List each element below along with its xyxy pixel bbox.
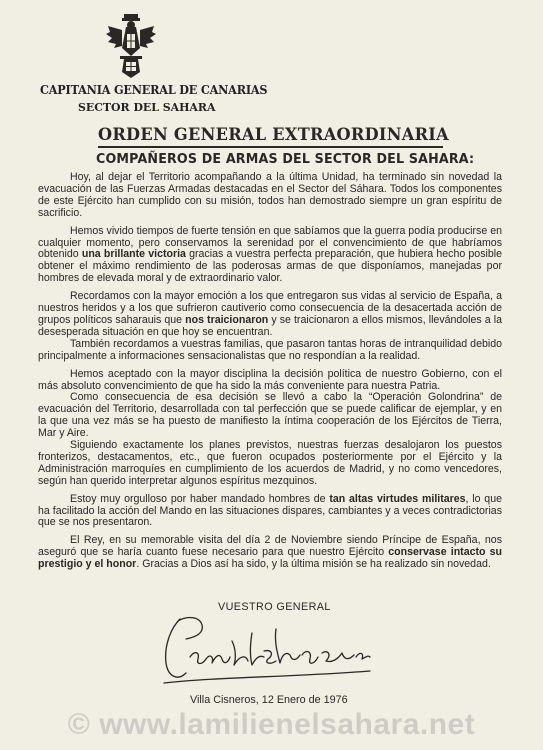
handwritten-signature: [156, 611, 381, 691]
paragraph-3: Recordamos con la mayor emoción a los que entregaron sus vidas al servicio de España, a nuestros heridos y a los que sufrieron cautiverio como consecuencia de la desacertada acción de grupos políticos saharauis que nos traicionaron y se traicionaron a ellos mismos, llevándoles a la desesperada situación en que hoy se encuentran.: [38, 290, 502, 338]
paragraph-8: Estoy muy orgulloso por haber mandado hombres de tan altas virtudes militares, lo que ha facilitado la acción del Mando en las situaciones dispares, cambiantes y a veces contradictorias que se nos presentaron.: [38, 492, 502, 529]
paragraph-2: Hemos vivido tiempos de fuerte tensión en que sabíamos que la guerra podía producirse en cualquier momento, pero conservamos la serenidad por el convencimiento de que habríamos obtenido una brillante victoria gracias a vuestra perfecta preparación, que hubiera hecho posible obtener el máximo rendimiento de las poderosas armas de que disponíamos, manejadas por hombres de elevada moral y de extraordinario valor.: [38, 224, 502, 285]
document-body: [38, 172, 502, 577]
place-and-date: Villa Cisneros, 12 Enero de 1976: [190, 694, 348, 706]
title-underline: [98, 146, 443, 148]
document-title: ORDEN GENERAL EXTRAORDINARIA: [98, 125, 449, 145]
paragraph-7: Siguiendo exactamente los planes previstos, nuestras fuerzas desalojaron los puestos fronterizos, destacamentos, etc., que fueron ocupados posteriormente por el Ejército y la Administración marroquíes en cumplimiento de los acuerdos de Madrid, y no como vencedores, según han querido interpretar algunos espíritus mezquinos.: [38, 439, 502, 487]
paragraph-4: También recordamos a vuestras familias, que pasaron tantas horas de intranquilidad debido principalmente a informaciones sensacionalistas que no respondían a la realidad.: [38, 337, 502, 362]
paragraph-9: El Rey, en su memorable visita del día 2 de Noviembre siendo Príncipe de España, nos aseguró que se haría cuanto fuese necesario para que nuestro Ejército conservase intacto su prestigio y el honor. Gracias a Dios así ha sido, y la última misión se ha realizado sin novedad.: [38, 534, 502, 571]
paragraph-6: Como consecuencia de esa decisión se llevó a cabo la “Operación Golondrina” de evacuación del Territorio, desarrollada con tal perfección que se puede calificar de ejemplar, y en la que una vez más se ha puesto de manifiesto la íntima cooperación de los Ejércitos de Tierra, Mar y Aire.: [38, 391, 502, 440]
site-watermark: © www.lamilienelsahara.net: [67, 708, 476, 741]
paragraph-1: Hoy, al dejar el Territorio acompañando a la última Unidad, ha terminado sin novedad la evacuación de las Fuerzas Armadas destacadas en el Sector del Sáhara. Todos los componentes de este Ejército han cumplido con su misión, todos han demostrado siempre un gran espíritu de sacrificio.: [38, 171, 502, 219]
paragraph-5: Hemos aceptado con la mayor disciplina la decisión política de nuestro Gobierno, con el más absoluto convencimiento de que ha sido la más conveniente para nuestra Patria.: [38, 367, 502, 392]
header-capitania: CAPITANIA GENERAL DE CANARIAS: [40, 83, 268, 97]
document-subtitle: COMPAÑEROS DE ARMAS DEL SECTOR DEL SAHARA:: [96, 151, 475, 167]
coat-of-arms-emblem: [104, 12, 158, 82]
closing-line: VUESTRO GENERAL: [218, 601, 331, 613]
header-sector: SECTOR DEL SAHARA: [78, 100, 216, 114]
